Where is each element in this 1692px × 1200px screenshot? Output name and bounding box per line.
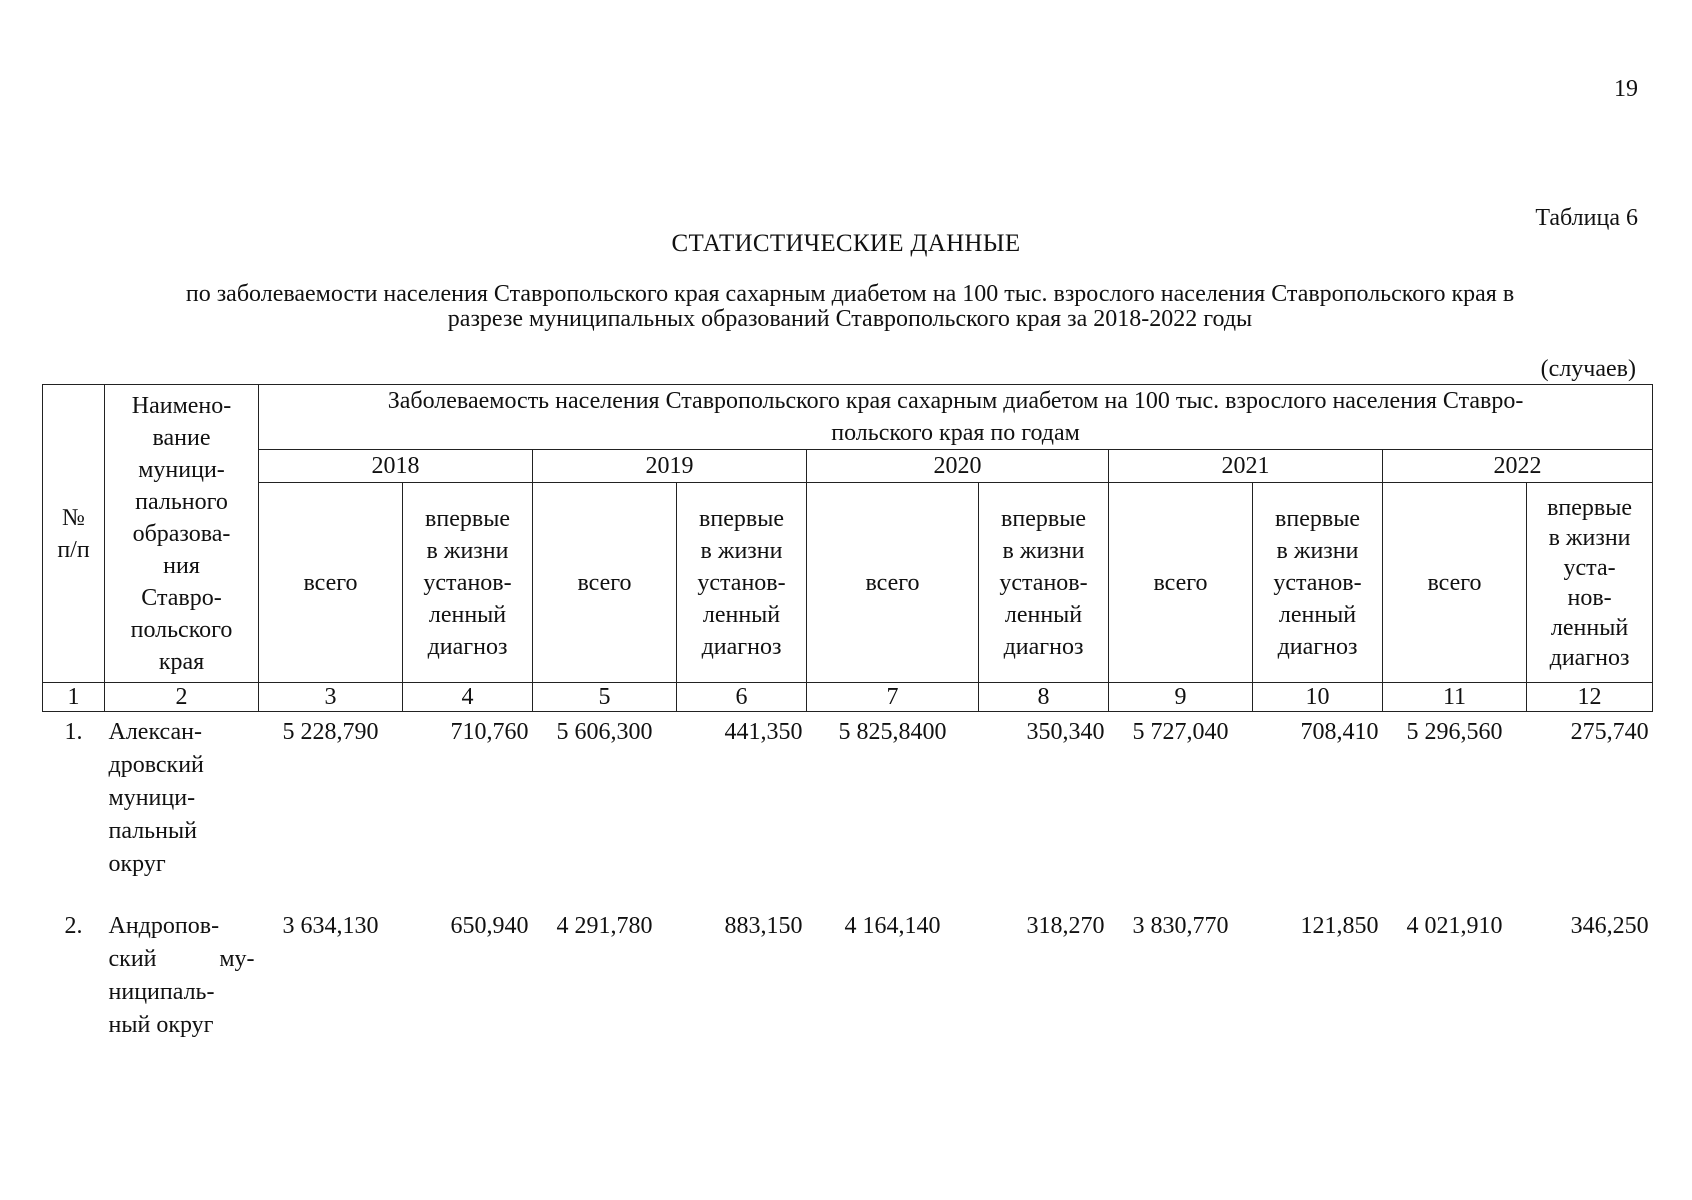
- value-cell: 3 830,770: [1132, 913, 1229, 939]
- header-first-line: диагноз: [1003, 633, 1084, 660]
- header-first-line: впервые: [1001, 505, 1086, 532]
- header-first-line: диагноз: [701, 633, 782, 660]
- header-first-line: впервые: [1547, 494, 1633, 521]
- header-column-numbers: [43, 683, 1653, 712]
- value-cell: 121,850: [1300, 913, 1379, 939]
- table-row: [43, 712, 1653, 907]
- value-cell: 650,940: [450, 913, 529, 939]
- header-year-2021: 2021: [1109, 450, 1383, 483]
- header-first-line: ленный: [702, 601, 781, 628]
- header-total: всего: [533, 483, 677, 683]
- header-first-line: ленный: [1004, 601, 1083, 628]
- header-incidence-group: [259, 385, 1653, 450]
- value-cell: 441,350: [724, 719, 803, 745]
- value-cell: 5 825,8400: [838, 719, 947, 745]
- name-line: Андропов-: [108, 913, 220, 939]
- subtitle-line-1: по заболеваемости населения Ставропольского края сахарным диабетом на 100 тыс. взрослого населения Ставропольского края в: [185, 281, 1515, 307]
- header-first-diagnosed: [1527, 483, 1653, 683]
- header-first-line: ленный: [428, 601, 507, 628]
- header-group-line: Заболеваемость населения Ставропольского края сахарным диабетом на 100 тыс. взрослого населения Ставро-: [387, 388, 1524, 414]
- name-line: дровский: [108, 752, 204, 778]
- header-first-line: в жизни: [700, 537, 783, 564]
- units-label: (случаев): [1540, 356, 1636, 382]
- header-total: всего: [1109, 483, 1253, 683]
- header-num-line: №: [62, 504, 85, 531]
- header-name-line: муници-: [138, 456, 225, 483]
- value-cell: 4 021,910: [1406, 913, 1503, 939]
- header-year-2020: 2020: [807, 450, 1109, 483]
- name-line: ниципаль-: [108, 979, 215, 1005]
- header-first-line: диагноз: [1549, 644, 1630, 671]
- header-first-line: впервые: [699, 505, 784, 532]
- value-cell: 710,760: [450, 719, 529, 745]
- column-number: 9: [1109, 683, 1253, 712]
- header-municipality-name: [105, 385, 259, 683]
- column-number: 12: [1527, 683, 1653, 712]
- name-line: ный округ: [108, 1012, 214, 1038]
- value-cell: 708,410: [1300, 719, 1379, 745]
- name-line: округ: [108, 851, 166, 877]
- header-first-diagnosed: [979, 483, 1109, 683]
- header-num-line: п/п: [57, 536, 90, 563]
- statistics-table: [42, 384, 1653, 1050]
- name-line: пальный: [108, 818, 197, 844]
- header-year-2022: 2022: [1383, 450, 1653, 483]
- header-name-line: Наимено-: [131, 392, 232, 419]
- header-first-diagnosed: [1253, 483, 1383, 683]
- header-name-line: ния: [163, 552, 200, 579]
- header-total: всего: [807, 483, 979, 683]
- column-number: 10: [1253, 683, 1383, 712]
- value-cell: 5 606,300: [556, 719, 653, 745]
- header-name-line: Ставро-: [141, 584, 222, 611]
- header-first-line: установ-: [1273, 569, 1362, 596]
- header-first-diagnosed: [403, 483, 533, 683]
- column-number: 8: [979, 683, 1109, 712]
- document-subtitle: [60, 282, 1640, 332]
- header-row-years: [43, 450, 1653, 483]
- value-cell: 3 634,130: [282, 913, 379, 939]
- name-line: муници-: [108, 785, 196, 811]
- value-cell: 5 228,790: [282, 719, 379, 745]
- value-cell: 350,340: [1026, 719, 1105, 745]
- table-label: Таблица 6: [1535, 205, 1638, 231]
- value-cell: 5 296,560: [1406, 719, 1503, 745]
- value-cell: 4 291,780: [556, 913, 653, 939]
- column-number: 4: [403, 683, 533, 712]
- header-group-line: польского края по годам: [831, 420, 1080, 446]
- header-first-line: диагноз: [1277, 633, 1358, 660]
- header-first-line: диагноз: [427, 633, 508, 660]
- header-total: всего: [259, 483, 403, 683]
- header-first-line: впервые: [1275, 505, 1360, 532]
- header-year-2019: 2019: [533, 450, 807, 483]
- name-line: Алексан-: [108, 719, 202, 745]
- name-line: ский му-: [108, 946, 255, 972]
- header-first-line: уста-: [1563, 554, 1616, 581]
- row-number: 2.: [64, 913, 83, 939]
- column-number: 6: [677, 683, 807, 712]
- header-name-line: вание: [152, 424, 211, 451]
- header-first-line: впервые: [425, 505, 510, 532]
- header-first-line: нов-: [1567, 584, 1612, 611]
- row-number: 1.: [64, 719, 83, 745]
- subtitle-line-2: разрезе муниципальных образований Ставропольского края за 2018-2022 годы: [447, 306, 1253, 332]
- header-first-line: установ-: [423, 569, 512, 596]
- header-year-2018: 2018: [259, 450, 533, 483]
- value-cell: 346,250: [1570, 913, 1649, 939]
- header-row-group: [43, 385, 1653, 450]
- value-cell: 275,740: [1570, 719, 1649, 745]
- column-number: 7: [807, 683, 979, 712]
- table-row: [43, 906, 1653, 1050]
- header-total: всего: [1383, 483, 1527, 683]
- column-number: 1: [43, 683, 105, 712]
- value-cell: 5 727,040: [1132, 719, 1229, 745]
- column-number: 3: [259, 683, 403, 712]
- header-first-line: в жизни: [426, 537, 509, 564]
- header-name-line: польского: [130, 616, 233, 643]
- header-first-line: в жизни: [1002, 537, 1085, 564]
- header-first-line: в жизни: [1548, 524, 1631, 551]
- value-cell: 318,270: [1026, 913, 1105, 939]
- document-title: СТАТИСТИЧЕСКИЕ ДАННЫЕ: [671, 230, 1021, 257]
- header-name-line: края: [158, 648, 205, 675]
- value-cell: 883,150: [724, 913, 803, 939]
- header-row-number: [43, 385, 105, 683]
- municipality-name: [105, 712, 259, 907]
- value-cell: 4 164,140: [844, 913, 941, 939]
- header-first-line: ленный: [1278, 601, 1357, 628]
- header-first-line: ленный: [1550, 614, 1629, 641]
- header-first-line: установ-: [999, 569, 1088, 596]
- page-number: 19: [1614, 76, 1638, 102]
- header-first-line: установ-: [697, 569, 786, 596]
- column-number: 5: [533, 683, 677, 712]
- header-first-line: в жизни: [1276, 537, 1359, 564]
- header-name-line: пального: [135, 488, 228, 515]
- header-name-line: образова-: [132, 520, 231, 547]
- column-number: 2: [105, 683, 259, 712]
- header-row-subcolumns: [43, 483, 1653, 683]
- column-number: 11: [1383, 683, 1527, 712]
- header-first-diagnosed: [677, 483, 807, 683]
- municipality-name: [105, 906, 259, 1050]
